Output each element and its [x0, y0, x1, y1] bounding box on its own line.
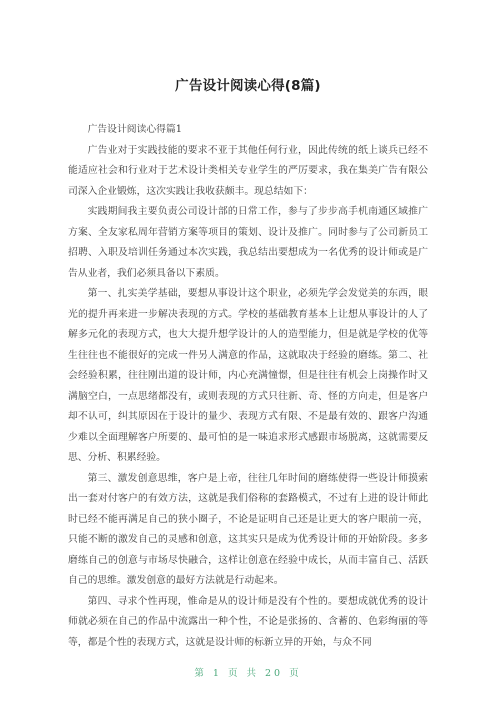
body-paragraph: 实践期间我主要负责公司设计部的日常工作，参与了步步高手机南通区域推广方案、全友家私周年营销方案等项目的策划、设计及推广。同时参与了公司新员工招聘、入职及培训任务通过本次实践，我总结出要想成为一名优秀的设计师或是广告从业者，我们必须具备以下素质。 — [68, 206, 428, 279]
body-paragraph: 第一、扎实美学基础，要想从事设计这个职业，必须先学会发觉美的东西，眼光的提升再来进一步解决表现的方式。学校的基础教育基本上让想从事设计的人了解多元化的表现方式，也大大提升想学设计的人的造型能力，但是就是学校的优等生往往也不能很好的完成一件另人满意的作品，这就取决于经验的磨练。第二、社会经验积累，往往刚出道的设计师，内心充满憧憬，但是往往有机会上岗操作时又满脑空白，一点思绪都没有，或则表现的方式只往新、奇、怪的方向走，但是客户却不认可，纠其原因在于设计的量少、表现方式有限、不是最有效的、跟客户沟通少难以全面理解客户所要的、最可怕的是一味追求形式感跟市场脱离，这就需要反思、分析、积累经验。 — [68, 288, 428, 463]
section-heading: 广告设计阅读心得篇1 — [87, 124, 182, 135]
page-number-footer: 第 1 页 共 20 页 — [194, 668, 302, 679]
body-paragraph: 第三、激发创意思维，客户是上帝，往往几年时间的磨练使得一些设计师摸索出一套对付客户的有效方法，这就是我们俗称的套路模式，不过有上进的设计师此时已经不能再满足自己的狭小圈子，不论是证明自己还是让更大的客户眼前一亮，只能不断的激发自己的灵感和创意，这其实只是成为优秀设计师的开始阶段。多多磨练自己的创意与市场尽快融合，这样让创意在经验中成长，从而丰富自己、活跃自己的思维。激发创意的最好方法就是行动起来。 — [68, 472, 428, 586]
document-body — [68, 120, 428, 653]
body-paragraph: 广告业对于实践技能的要求不亚于其他任何行业，因此传统的纸上谈兵已经不能适应社会和行业对于艺术设计类相关专业学生的严厉要求，我在集美广告有限公司深入企业锻炼，这次实践让我收获颇丰。现总结如下： — [68, 144, 428, 197]
document-title: 广告设计阅读心得(8篇) — [175, 78, 321, 94]
body-paragraph: 第四、寻求个性再现，惟命是从的设计师是没有个性的。要想成就优秀的设计师就必须在自己的作品中流露出一种个性，不论是张扬的、含蓄的、色彩绚丽的等等，都是个性的表现方式，这就是设计师的标新立异的开始，与众不同 — [68, 595, 428, 648]
